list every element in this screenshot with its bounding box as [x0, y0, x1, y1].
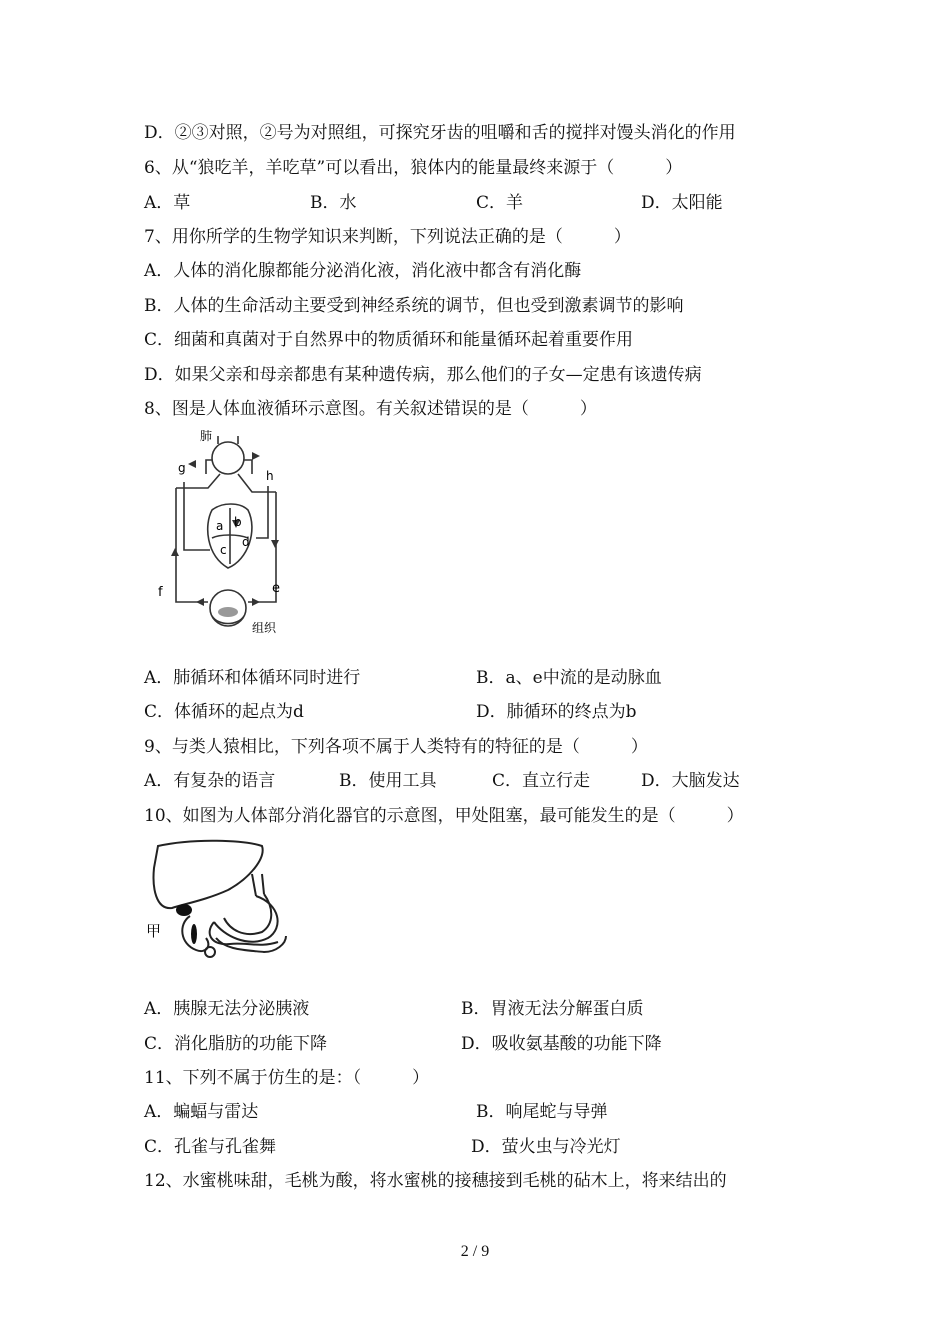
question-7: 7、用你所学的生物学知识来判断，下列说法正确的是（ ）: [144, 227, 631, 247]
q6-option-b: B．水: [310, 193, 357, 213]
q9-option-a: A．有复杂的语言: [144, 771, 276, 791]
question-9: 9、与类人猿相比，下列各项不属于人类特有的特征的是（ ）: [144, 737, 648, 757]
question-8: 8、图是人体血液循环示意图。有关叙述错误的是（ ）: [144, 399, 597, 419]
q10-option-c: C．消化脂肪的功能下降: [144, 1034, 328, 1054]
q8-option-a: A．肺循环和体循环同时进行: [144, 668, 361, 688]
q6-option-d: D．太阳能: [641, 193, 723, 213]
q11-option-a: A．蝙蝠与雷达: [144, 1102, 259, 1122]
q10-option-b: B．胃液无法分解蛋白质: [461, 999, 644, 1019]
label-h: h: [266, 469, 274, 483]
q8-option-b: B．a、e中流的是动脉血: [476, 668, 662, 688]
q9-option-c: C．直立行走: [492, 771, 591, 791]
lung-label: 肺: [200, 430, 213, 443]
q11-option-c: C．孔雀与孔雀舞: [144, 1137, 277, 1157]
q7-option-b: B．人体的生命活动主要受到神经系统的调节，但也受到激素调节的影响: [144, 296, 684, 316]
q6-option-a: A．草: [144, 193, 191, 213]
q6-option-c: C．羊: [476, 193, 524, 213]
question-10: 10、如图为人体部分消化器官的示意图，甲处阻塞，最可能发生的是（ ）: [144, 806, 744, 826]
jia-label: 甲: [146, 922, 162, 940]
q9-option-b: B．使用工具: [339, 771, 437, 791]
digestive-organs-diagram: [144, 838, 290, 966]
q10-option-d: D．吸收氨基酸的功能下降: [461, 1034, 662, 1054]
label-b: b: [234, 515, 242, 529]
blood-circulation-diagram: [148, 430, 288, 635]
q5-option-d: D．②③对照，②号为对照组，可探究牙齿的咀嚼和舌的搅拌对馒头消化的作用: [144, 123, 736, 143]
q7-option-d: D．如果父亲和母亲都患有某种遗传病，那么他们的子女—定患有该遗传病: [144, 365, 702, 385]
q7-option-c: C．细菌和真菌对于自然界中的物质循环和能量循环起着重要作用: [144, 330, 634, 350]
question-12: 12、水蜜桃味甜，毛桃为酸，将水蜜桃的接穗接到毛桃的砧木上，将来结出的: [144, 1171, 727, 1191]
question-6: 6、从“狼吃羊，羊吃草”可以看出，狼体内的能量最终来源于（ ）: [144, 158, 683, 178]
label-g: g: [178, 461, 186, 475]
q11-option-b: B．响尾蛇与导弹: [476, 1102, 608, 1122]
q8-option-d: D．肺循环的终点为b: [476, 702, 637, 722]
label-a: a: [216, 519, 224, 533]
label-f: f: [158, 585, 163, 600]
q7-option-a: A．人体的消化腺都能分泌消化液，消化液中都含有消化酶: [144, 261, 582, 281]
q8-option-c: C．体循环的起点为d: [144, 702, 304, 722]
tissue-label: 组织: [252, 621, 277, 635]
label-c: c: [220, 543, 227, 557]
page-number: 2 / 9: [460, 1243, 490, 1260]
label-e: e: [272, 581, 280, 596]
q9-option-d: D．大脑发达: [641, 771, 740, 791]
q11-option-d: D．萤火虫与冷光灯: [471, 1137, 621, 1157]
question-11: 11、下列不属于仿生的是：（ ）: [144, 1068, 430, 1088]
q10-option-a: A．胰腺无法分泌胰液: [144, 999, 310, 1019]
label-d: d: [242, 535, 250, 549]
